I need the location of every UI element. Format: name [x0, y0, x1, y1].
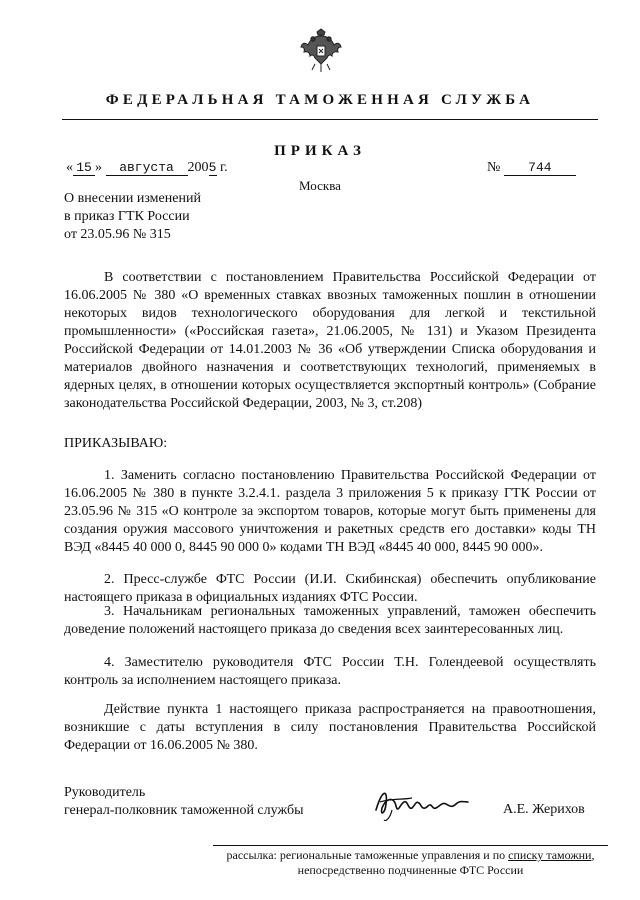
document-date	[66, 160, 228, 176]
order-item-4: 4. Заместителю руководителя ФТС России Т.Н. Голендеевой осуществлять контроль за исполнением настоящего приказа.	[64, 655, 596, 688]
distribution-link[interactable]: списку таможни	[508, 848, 592, 862]
date-month: августа	[106, 161, 188, 176]
document-type-title: ПРИКАЗ	[274, 143, 366, 159]
document-number	[487, 160, 576, 176]
double-headed-eagle-icon	[298, 28, 344, 74]
order-item-3: 3. Начальникам региональных таможенных управлений, таможен обеспечить доведение положений настоящего приказа до сведения всех заинтересованных лиц.	[64, 604, 596, 637]
order-item-2: 2. Пресс-службе ФТС России (И.И. Скибинская) обеспечить опубликование настоящего приказа в официальных изданиях ФТС России.	[64, 572, 596, 605]
number-sign: №	[487, 160, 501, 175]
preamble-paragraph: В соответствии с постановлением Правительства Российской Федерации от 16.06.2005 № 380 «О временных ставках ввозных таможенных пошлин в отношении некоторых видов технологического оборудования для легкой и текстильной промышленности» («Российская газета», 21.06.2005, № 131) и Указом Президента Российской Федерации от 14.01.2003 № 36 «Об утверждении Списка оборудования и материалов двойного назначения и соответствующих технологий, применяемых в ядерных целях, в отношении которых осуществляется экспортный контроль» (Собрание законодательства Российской Федерации, 2003, № 3, ст.208)	[64, 270, 596, 411]
distribution-divider	[213, 845, 608, 846]
handwritten-signature	[372, 780, 472, 826]
document-city: Москва	[299, 178, 341, 193]
distribution-prefix: рассылка: региональные таможенные управления и по	[226, 848, 509, 862]
distribution-line-2: непосредственно подчиненные ФТС России	[297, 863, 524, 877]
signatory-title-line: генерал-полковник таможенной службы	[64, 803, 304, 818]
signatory-name: А.Е. Жерихов	[503, 802, 585, 817]
date-day: 15	[73, 161, 95, 176]
subject-line: О внесении изменений	[64, 191, 201, 206]
date-open-quote: «	[66, 160, 73, 175]
date-year-unit: г.	[220, 160, 228, 175]
distribution-suffix: ,	[591, 848, 595, 862]
subject-line: в приказ ГТК России	[64, 209, 190, 224]
document-subject	[64, 190, 201, 244]
date-year-suffix: 5	[208, 160, 217, 175]
signatory-title	[64, 784, 303, 820]
signatory-title-line: Руководитель	[64, 785, 146, 800]
subject-line: от 23.05.96 № 315	[64, 227, 171, 242]
number-value: 744	[504, 161, 576, 176]
distribution-list	[213, 848, 608, 878]
date-close-quote: »	[95, 160, 102, 175]
date-year-prefix: 200	[187, 160, 209, 175]
order-heading: ПРИКАЗЫВАЮ:	[64, 436, 168, 451]
effect-paragraph: Действие пункта 1 настоящего приказа распространяется на правоотношения, возникшие с даты вступления в силу постановления Правительства Российской Федерации от 16.06.2005 № 380.	[64, 702, 596, 753]
header-divider	[62, 119, 598, 120]
order-item-1: 1. Заменить согласно постановлению Правительства Российской Федерации от 16.06.2005 № 380 в пункте 3.2.4.1. раздела 3 приложения 5 к приказу ГТК России от 23.05.96 № 315 «О контроле за экспортом товаров, которые могут быть применены для создания оружия массового уничтожения и ракетных средств его доставки» коды ТН ВЭД «8445 40 000 0, 8445 90 000 0» кодами ТН ВЭД «8445 40 000, 8445 90 000».	[64, 468, 596, 555]
organization-name: ФЕДЕРАЛЬНАЯ ТАМОЖЕННАЯ СЛУЖБА	[105, 92, 535, 108]
